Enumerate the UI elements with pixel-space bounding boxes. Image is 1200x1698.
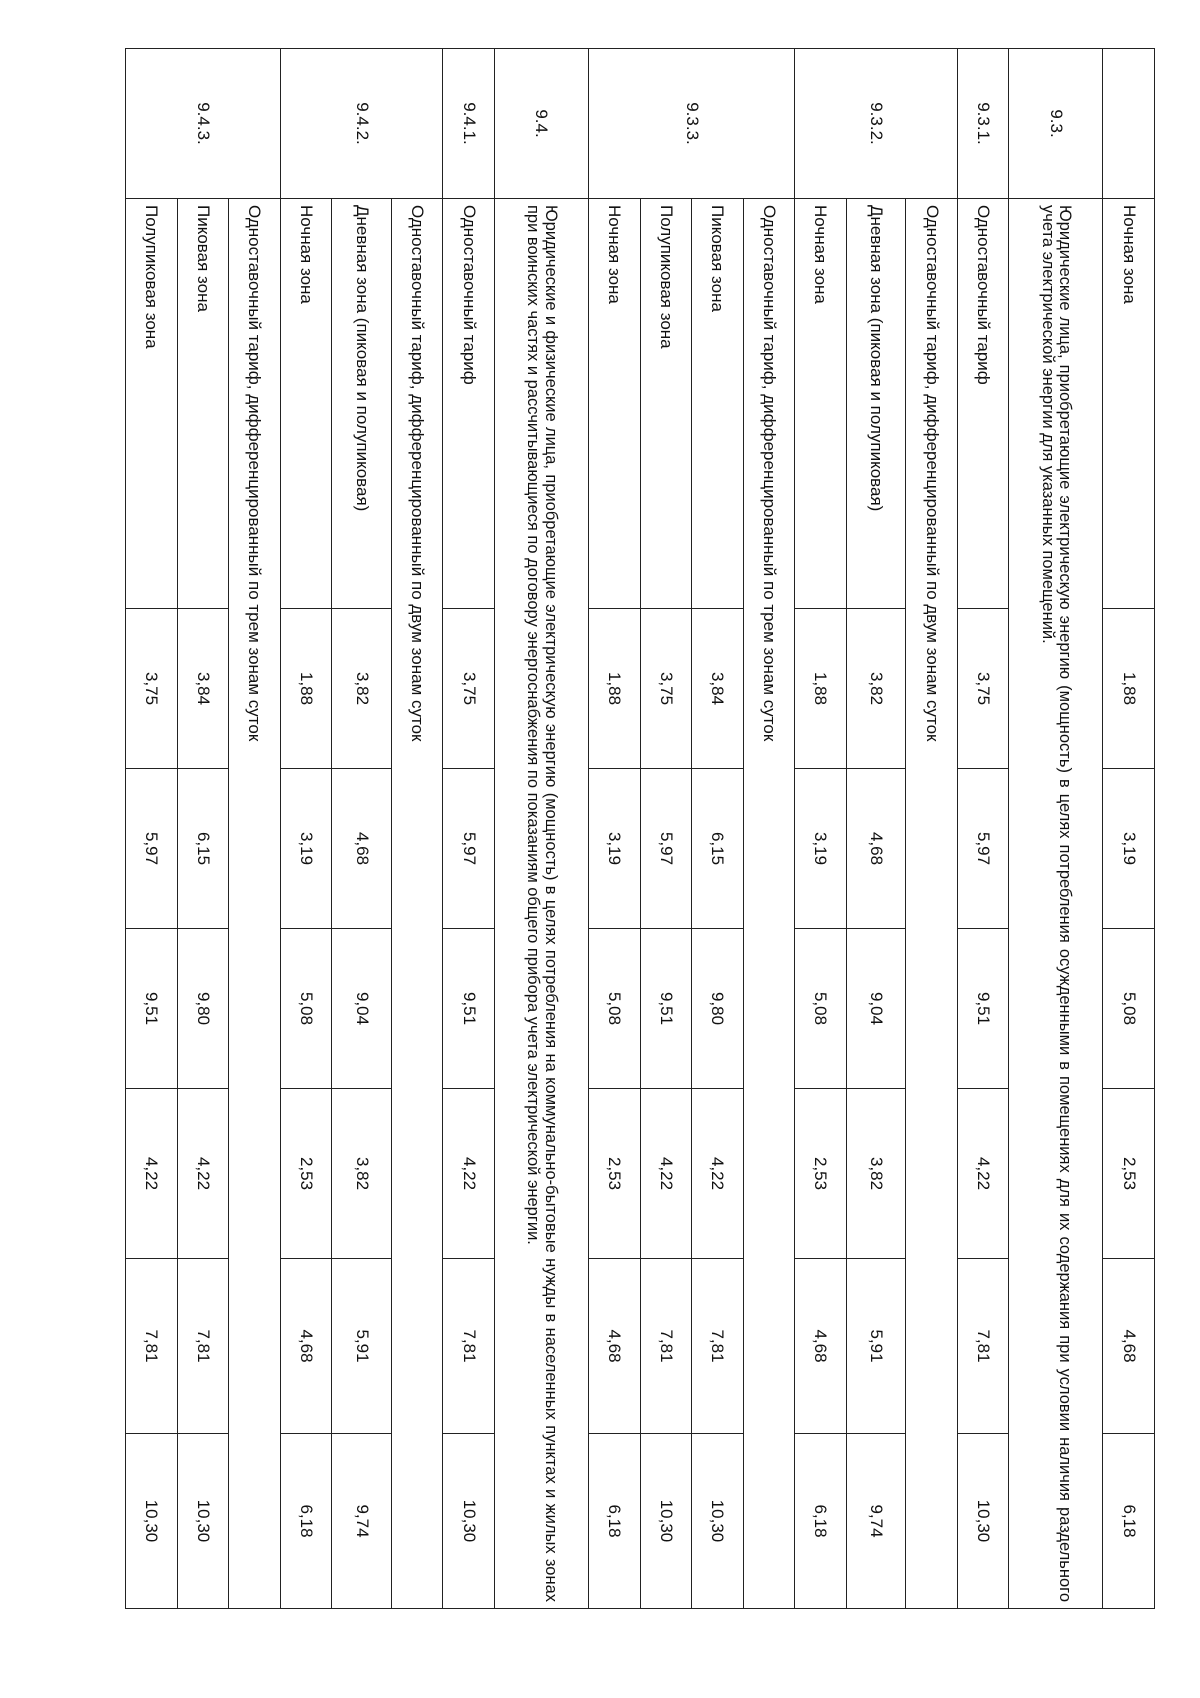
tariff-table-body — [126, 49, 1155, 1609]
table-row — [588, 49, 640, 1609]
tariff-value: 9,04 — [332, 929, 392, 1089]
row-code: 9.4. — [495, 49, 589, 199]
tariff-value: 7,81 — [126, 1259, 178, 1434]
tariff-value: 5,97 — [443, 769, 495, 929]
zone-label: Полупиковая зона — [640, 199, 692, 609]
rotated-page — [125, 48, 1155, 1608]
table-row — [692, 49, 744, 1609]
tariff-value: 9,04 — [846, 929, 906, 1089]
zone-label: Полупиковая зона — [126, 199, 178, 609]
tariff-value: 10,30 — [126, 1434, 178, 1609]
tariff-value: 9,51 — [443, 929, 495, 1089]
table-row — [280, 49, 332, 1609]
tariff-value: 3,19 — [1103, 769, 1155, 929]
tariff-value: 2,53 — [1103, 1089, 1155, 1259]
zone-label: Пиковая зона — [177, 199, 229, 609]
tariff-value: 3,84 — [177, 609, 229, 769]
zone-label: Дневная зона (пиковая и полупиковая) — [332, 199, 392, 609]
zone-label: Одноставочный тариф — [443, 199, 495, 609]
table-row — [640, 49, 692, 1609]
tariff-value: 5,97 — [126, 769, 178, 929]
row-code: 9.3.3. — [588, 49, 794, 199]
tariff-value: 4,68 — [280, 1259, 332, 1434]
tariff-value: 4,68 — [1103, 1259, 1155, 1434]
tariff-value: 3,75 — [126, 609, 178, 769]
tariff-value: 4,68 — [846, 769, 906, 929]
tariff-value: 6,18 — [1103, 1434, 1155, 1609]
tariff-value: 4,22 — [640, 1089, 692, 1259]
tariff-value: 10,30 — [177, 1434, 229, 1609]
tariff-value: 3,75 — [443, 609, 495, 769]
tariff-value: 5,97 — [640, 769, 692, 929]
tariff-value: 5,91 — [846, 1259, 906, 1434]
tariff-value: 7,81 — [177, 1259, 229, 1434]
tariff-value: 6,18 — [795, 1434, 847, 1609]
tariff-table — [125, 48, 1155, 1609]
table-row — [443, 49, 495, 1609]
table-row — [795, 49, 847, 1609]
tariff-value: 3,82 — [846, 609, 906, 769]
tariff-value: 4,22 — [126, 1089, 178, 1259]
group-row — [906, 49, 958, 1609]
tariff-value: 10,30 — [692, 1434, 744, 1609]
tariff-value: 2,53 — [795, 1089, 847, 1259]
tariff-value: 1,88 — [280, 609, 332, 769]
tariff-value: 2,53 — [280, 1089, 332, 1259]
tariff-value: 3,75 — [957, 609, 1009, 769]
tariff-value: 3,19 — [795, 769, 847, 929]
section-description: Юридические и физические лица, приобретающие электрическую энергию (мощность) в целях потребления на коммунально-бытовые нужды в населенных пунктах и жилых зонах при воинских частях и рассчитывающиеся по договору энергоснабжения по показаниям общего прибора учета электрической энергии. — [495, 199, 589, 1609]
tariff-value: 3,82 — [846, 1089, 906, 1259]
row-code — [1103, 49, 1155, 199]
tariff-value: 6,18 — [280, 1434, 332, 1609]
zone-label: Дневная зона (пиковая и полупиковая) — [846, 199, 906, 609]
group-row — [229, 49, 281, 1609]
tariff-value: 3,84 — [692, 609, 744, 769]
table-row — [1103, 49, 1155, 1609]
tariff-value: 4,22 — [443, 1089, 495, 1259]
tariff-value: 6,18 — [588, 1434, 640, 1609]
tariff-value: 5,91 — [332, 1259, 392, 1434]
tariff-value: 9,74 — [846, 1434, 906, 1609]
tariff-value: 3,75 — [640, 609, 692, 769]
table-row — [846, 49, 906, 1609]
table-row — [126, 49, 178, 1609]
tariff-value: 1,88 — [1103, 609, 1155, 769]
tariff-value: 9,51 — [640, 929, 692, 1089]
table-row — [332, 49, 392, 1609]
tariff-value: 3,82 — [332, 609, 392, 769]
tariff-value: 10,30 — [640, 1434, 692, 1609]
tariff-value: 5,08 — [280, 929, 332, 1089]
zone-label: Ночная зона — [795, 199, 847, 609]
tariff-value: 7,81 — [957, 1259, 1009, 1434]
zone-label: Ночная зона — [1103, 199, 1155, 609]
tariff-value: 6,15 — [692, 769, 744, 929]
group-row — [743, 49, 795, 1609]
tariff-value: 9,74 — [332, 1434, 392, 1609]
zone-label: Ночная зона — [588, 199, 640, 609]
tariff-value: 9,80 — [692, 929, 744, 1089]
tariff-value: 4,22 — [957, 1089, 1009, 1259]
tariff-value: 5,08 — [588, 929, 640, 1089]
tariff-value: 5,08 — [1103, 929, 1155, 1089]
zone-label: Ночная зона — [280, 199, 332, 609]
tariff-group-title: Одноставочный тариф, дифференцированный по трем зонам суток — [229, 199, 281, 1609]
table-row — [177, 49, 229, 1609]
tariff-group-title: Одноставочный тариф, дифференцированный по двум зонам суток — [906, 199, 958, 1609]
tariff-value: 10,30 — [957, 1434, 1009, 1609]
tariff-value: 5,97 — [957, 769, 1009, 929]
tariff-value: 9,80 — [177, 929, 229, 1089]
tariff-value: 4,22 — [177, 1089, 229, 1259]
tariff-value: 4,68 — [588, 1259, 640, 1434]
group-row — [391, 49, 443, 1609]
tariff-value: 4,68 — [332, 769, 392, 929]
row-code: 9.3. — [1009, 49, 1103, 199]
tariff-group-title: Одноставочный тариф, дифференцированный по двум зонам суток — [391, 199, 443, 1609]
tariff-value: 6,15 — [177, 769, 229, 929]
tariff-value: 4,22 — [692, 1089, 744, 1259]
tariff-value: 7,81 — [692, 1259, 744, 1434]
section-header-row — [495, 49, 589, 1609]
row-code: 9.4.1. — [443, 49, 495, 199]
row-code: 9.3.2. — [795, 49, 958, 199]
tariff-value: 1,88 — [588, 609, 640, 769]
table-row — [957, 49, 1009, 1609]
row-code: 9.3.1. — [957, 49, 1009, 199]
tariff-value: 7,81 — [443, 1259, 495, 1434]
tariff-value: 10,30 — [443, 1434, 495, 1609]
tariff-value: 9,51 — [126, 929, 178, 1089]
section-description: Юридические лица, приобретающие электрическую энергию (мощность) в целях потребления осужденными в помещениях для их содержания при условии наличия раздельного учета электрической энергии для указанных помещений. — [1009, 199, 1103, 1609]
row-code: 9.4.2. — [280, 49, 443, 199]
row-code: 9.4.3. — [126, 49, 281, 199]
tariff-value: 5,08 — [795, 929, 847, 1089]
tariff-value: 1,88 — [795, 609, 847, 769]
tariff-group-title: Одноставочный тариф, дифференцированный по трем зонам суток — [743, 199, 795, 1609]
tariff-value: 3,82 — [332, 1089, 392, 1259]
tariff-value: 3,19 — [280, 769, 332, 929]
zone-label: Одноставочный тариф — [957, 199, 1009, 609]
tariff-value: 7,81 — [640, 1259, 692, 1434]
tariff-value: 4,68 — [795, 1259, 847, 1434]
tariff-value: 3,19 — [588, 769, 640, 929]
tariff-value: 2,53 — [588, 1089, 640, 1259]
section-header-row — [1009, 49, 1103, 1609]
tariff-value: 9,51 — [957, 929, 1009, 1089]
zone-label: Пиковая зона — [692, 199, 744, 609]
